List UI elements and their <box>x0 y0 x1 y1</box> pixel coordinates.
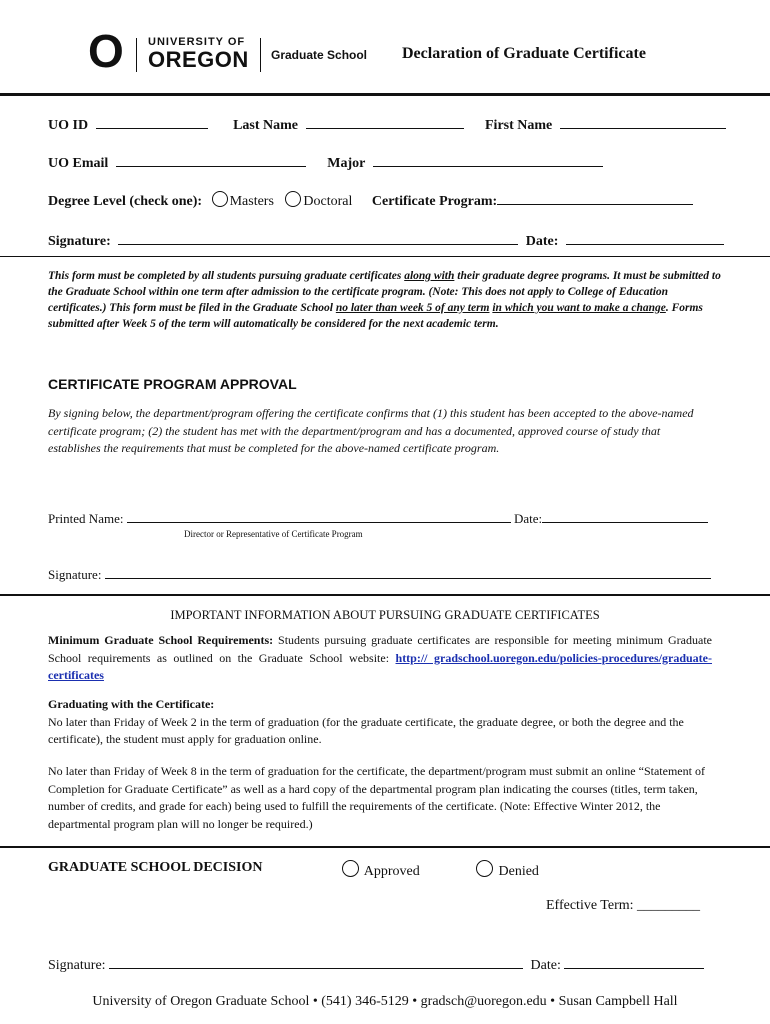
graduating-text: No later than Friday of Week 2 in the term of graduation (for the graduate certificate, the graduate degree, or both the degree and the certificate), the student must apply for graduation online. <box>48 714 684 746</box>
printed-name-label: Printed Name: <box>48 511 124 526</box>
first-name-field[interactable] <box>560 114 726 129</box>
student-signature-field[interactable] <box>118 230 518 245</box>
logo-o-mark: O <box>88 25 124 77</box>
degree-level-label: Degree Level (check one): <box>48 194 203 209</box>
graduating-section <box>48 696 712 749</box>
uo-email-field[interactable] <box>116 152 306 167</box>
doctoral-label: Doctoral <box>303 194 353 209</box>
notice-deadline: no later than week 5 of any term <box>335 302 490 314</box>
decision-date-field[interactable] <box>564 954 704 969</box>
logo-university-of: UNIVERSITY OF <box>148 36 246 48</box>
footer-contact: University of Oregon Graduate School • (541) 346-5129 • gradsch@uoregon.edu • Susan Campbell Hall <box>92 994 678 1009</box>
approval-signature-row <box>48 564 738 583</box>
uo-id-label: UO ID <box>48 118 89 133</box>
effective-term[interactable]: Effective Term: _________ <box>546 898 701 913</box>
graduate-school-website-link[interactable]: http:// gradschool.uoregon.edu/policies-procedures/graduate- certificates <box>48 650 712 682</box>
submission-notice <box>48 268 724 332</box>
graduating-label: Graduating with the Certificate: <box>48 697 215 711</box>
certificate-program-label: Certificate Program: <box>371 194 498 209</box>
uo-id-row <box>48 114 728 134</box>
student-date-label: Date: <box>525 234 559 249</box>
masters-radio[interactable] <box>212 191 228 207</box>
approved-label: Approved <box>363 864 420 879</box>
approved-option[interactable] <box>342 860 420 880</box>
student-date-field[interactable] <box>566 230 724 245</box>
printed-name-field[interactable] <box>127 508 511 523</box>
approval-signature-label: Signature: <box>48 567 102 582</box>
min-req-text: Students pursuing graduate certificates are responsible for meeting minimum Graduate School requirements as outlined on the Graduate School website: <box>48 633 712 665</box>
logo-oregon: OREGON <box>148 47 249 72</box>
denied-option[interactable] <box>476 860 539 880</box>
divider <box>0 256 770 257</box>
notice-part2: their graduate degree programs. It must be submitted to the Graduate School within one term after admission to the certificate program. (Note: This does not apply to College of Education certificates.) This form must be filed in the Graduate School <box>48 270 721 314</box>
notice-part4: . Forms submitted after Week 5 of the term will automatically be considered for the next academic term. <box>48 302 703 330</box>
approval-text: By signing below, the department/program offering the certificate confirms that (1) this student has been accepted to the above-named certificate program; (2) the student has met with the department/program and has a documented, approved course of study that establishes the requirements that must be completed for the above-named certificate program. <box>48 406 694 455</box>
info-heading: IMPORTANT INFORMATION ABOUT PURSUING GRADUATE CERTIFICATES <box>170 608 600 622</box>
certificate-program-field[interactable] <box>497 190 693 205</box>
doctoral-radio[interactable] <box>285 191 301 207</box>
email-row <box>48 152 728 172</box>
divider <box>0 594 770 596</box>
approval-signature-field[interactable] <box>105 564 711 579</box>
approval-date-label: Date: <box>513 511 543 526</box>
decision-signature-row <box>48 954 738 974</box>
student-signature-label: Signature: <box>48 234 111 249</box>
logo-divider-2 <box>260 38 261 72</box>
approval-date-field[interactable] <box>542 508 708 523</box>
notice-change: in which you want to make a change <box>492 302 666 314</box>
printed-name-row <box>48 508 738 527</box>
uo-email-label: UO Email <box>48 156 109 171</box>
uo-id-field[interactable] <box>96 114 208 129</box>
decision-signature-field[interactable] <box>109 954 523 969</box>
week8-text: No later than Friday of Week 8 in the term of graduation for the certificate, the department/program must submit an online “Statement of Completion for Graduate Certificate” as well as a hard copy of the departmental program plan indicating the courses (titles, term taken, number of credits, and grade for each) being used to fulfill the requirements of the certificate. (Note: Effective Winter 2012, the departmental program plan will no longer be required.) <box>48 764 705 831</box>
divider <box>0 846 770 848</box>
decision-date-label: Date: <box>530 958 561 973</box>
director-caption: Director or Representative of Certificate Program <box>184 529 363 539</box>
form-title: Declaration of Graduate Certificate <box>402 45 646 62</box>
student-signature-row <box>48 230 738 250</box>
first-name-label: First Name <box>485 118 553 133</box>
logo-divider <box>136 38 137 72</box>
min-requirements <box>48 632 712 685</box>
decision-heading: GRADUATE SCHOOL DECISION <box>48 860 263 875</box>
notice-along-with: along with <box>404 270 455 282</box>
divider <box>0 93 770 96</box>
notice-part1: This form must be completed by all students pursuing graduate certificates <box>48 270 405 282</box>
logo-department: Graduate School <box>271 48 368 62</box>
denied-radio[interactable] <box>476 860 493 877</box>
degree-row <box>48 190 738 210</box>
approved-radio[interactable] <box>342 860 359 877</box>
major-field[interactable] <box>373 152 603 167</box>
masters-label: Masters <box>229 194 274 209</box>
last-name-field[interactable] <box>306 114 464 129</box>
major-label: Major <box>327 156 366 171</box>
last-name-label: Last Name <box>233 118 298 133</box>
min-req-label: Minimum Graduate School Requirements: <box>48 633 274 647</box>
denied-label: Denied <box>498 864 539 879</box>
approval-heading: CERTIFICATE PROGRAM APPROVAL <box>48 376 297 392</box>
uo-logo <box>88 25 368 78</box>
decision-signature-label: Signature: <box>48 958 106 973</box>
